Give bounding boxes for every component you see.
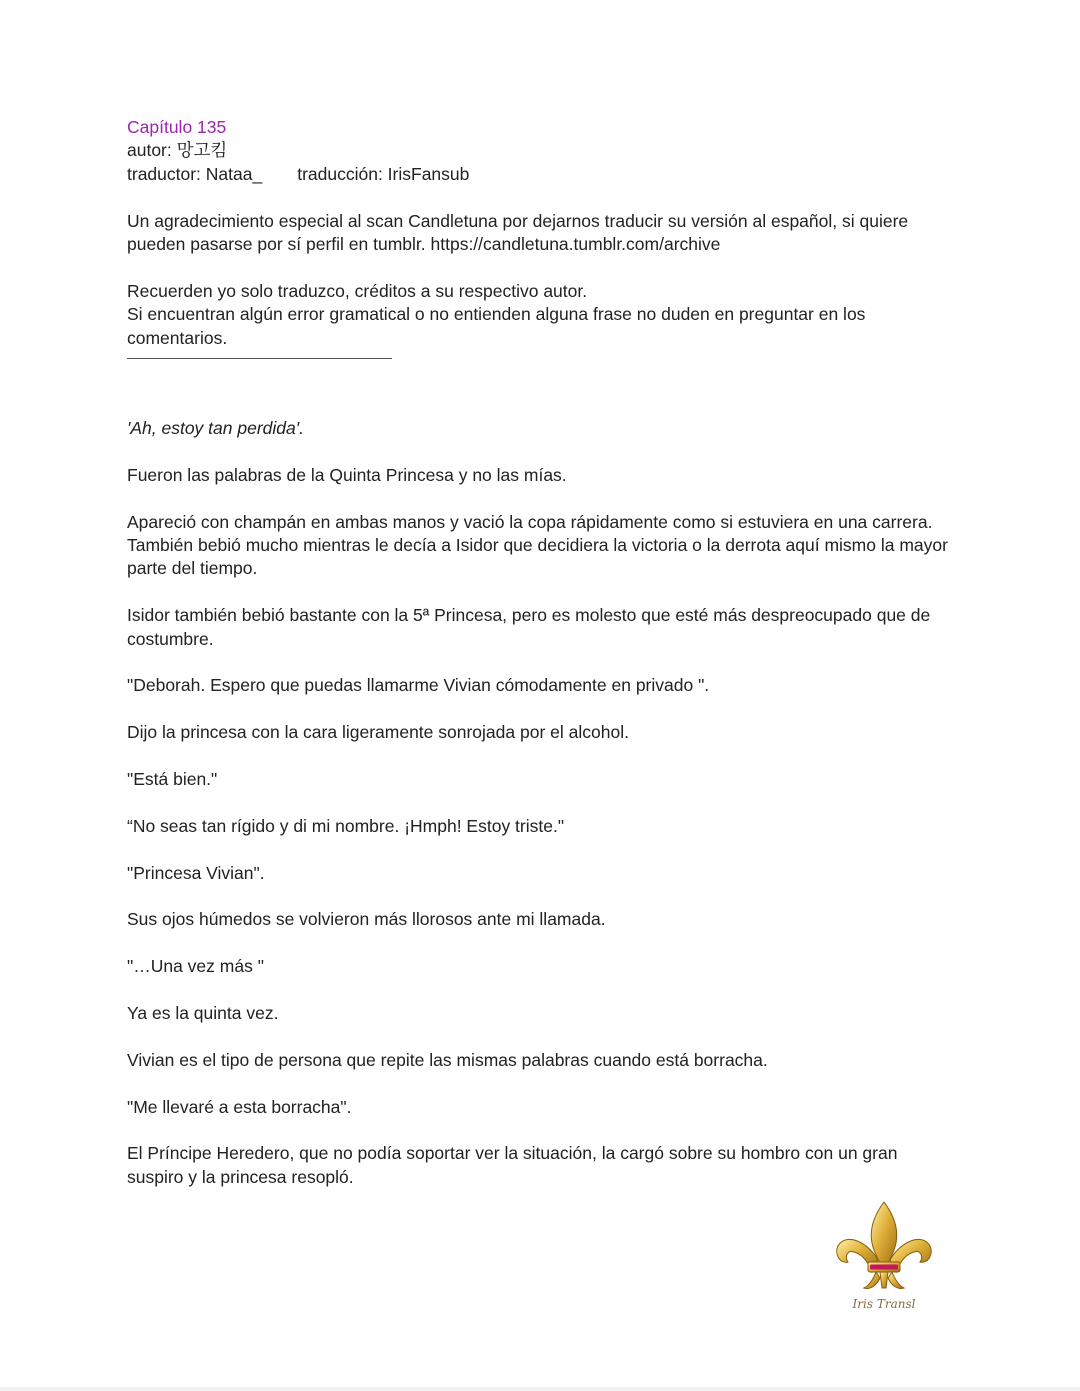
document-page [127, 116, 957, 1189]
story-paragraph: Ya es la quinta vez. [127, 1003, 279, 1024]
credits-row [127, 163, 957, 186]
story-paragraph: "Está bien." [127, 769, 218, 790]
story-paragraph: “No seas tan rígido y di mi nombre. ¡Hmph! Estoy triste." [127, 815, 565, 836]
story-paragraph: Fueron las palabras de la Quinta Princesa y no las mías. [127, 464, 567, 485]
chapter-title: Capítulo 135 [127, 117, 227, 137]
story-paragraph: Sus ojos húmedos se volvieron más llorosos ante mi llamada. [127, 909, 606, 930]
credits-line-2: Si encuentran algún error gramatical o no entienden alguna frase no duden en preguntar en los comentarios. [127, 304, 871, 348]
author-line: autor: 망고킴 [127, 140, 228, 161]
story-paragraph: "Princesa Vivian". [127, 862, 265, 883]
story-paragraph: El Príncipe Heredero, que no podía soportar ver la situación, la cargó sobre su hombro con un gran suspiro y la princesa resopló. [127, 1143, 898, 1187]
story-paragraph: Apareció con champán en ambas manos y vació la copa rápidamente como si estuviera en una carrera. También bebió mucho mientras le decía a Isidor que decidiera la victoria o la derrota aquí mismo la mayor parte del tiempo. [127, 511, 948, 579]
translator-line: traductor: Nataa_ [127, 163, 263, 184]
bottom-border [0, 1387, 1080, 1391]
separator-line [127, 358, 392, 359]
story-paragraph: Vivian es el tipo de persona que repite las mismas palabras cuando está borracha. [127, 1049, 768, 1070]
header-block [127, 116, 957, 186]
fleur-de-lis-icon [832, 1198, 936, 1316]
story-paragraph: Dijo la princesa con la cara ligeramente sonrojada por el alcohol. [127, 722, 629, 743]
credits-notice [127, 280, 957, 350]
story-paragraph: "Me llevaré a esta borracha". [127, 1096, 352, 1117]
translation-line: traducción: IrisFansub [297, 163, 470, 184]
thanks-paragraph: Un agradecimiento especial al scan Candletuna por dejarnos traducir su versión al español, si quiere pueden pasarse por sí perfil en tumblr. https://candletuna.tumblr.com/archive [127, 210, 909, 255]
logo-signature: Iris Transl [852, 1297, 916, 1311]
story-paragraph: Isidor también bebió bastante con la 5ª Princesa, pero es molesto que esté más despreocupado que de costumbre. [127, 605, 931, 649]
story-body [127, 417, 957, 1189]
story-paragraph: 'Ah, estoy tan perdida'. [127, 418, 304, 439]
credits-line-1: Recuerden yo solo traduzco, créditos a su respectivo autor. [127, 280, 588, 301]
story-paragraph: "…Una vez más " [127, 956, 264, 977]
story-paragraph: "Deborah. Espero que puedas llamarme Vivian cómodamente en privado ". [127, 675, 710, 696]
